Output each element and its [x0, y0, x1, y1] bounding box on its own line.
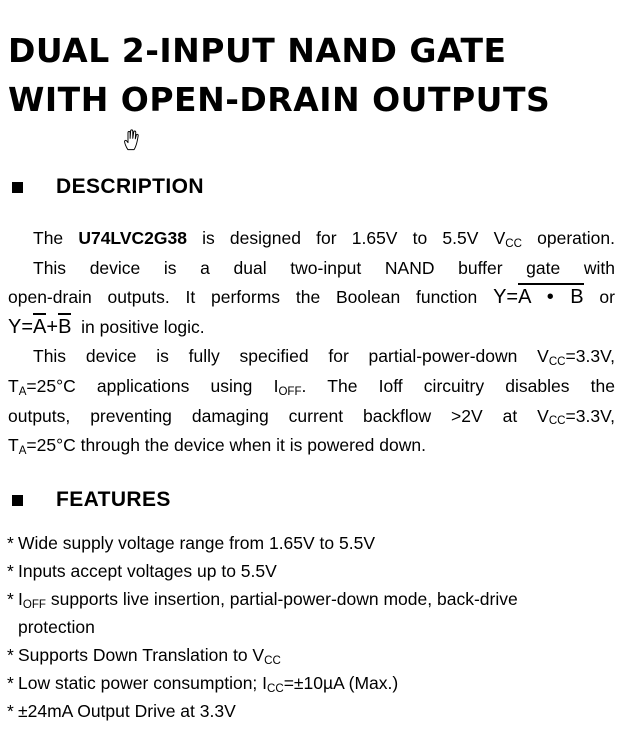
- page-title-line-2: WITH OPEN-DRAIN OUTPUTS: [8, 80, 551, 120]
- subscript: CC: [264, 654, 281, 667]
- feature-item: protection: [18, 617, 95, 637]
- asterisk-bullet: *: [7, 561, 14, 581]
- hand-grab-cursor-icon: [123, 127, 140, 151]
- text-line: TA=25°C through the device when it is powered down.: [8, 435, 426, 457]
- asterisk-bullet: *: [7, 533, 14, 553]
- feature-item: * ±24mA Output Drive at 3.3V: [7, 697, 632, 725]
- description-heading: [12, 175, 204, 199]
- features-heading: [12, 488, 171, 512]
- subscript: A: [18, 444, 27, 457]
- overline-term: A • B: [518, 283, 584, 308]
- text-line: The U74LVC2G38 is designed for 1.65V to 5.5V VCC operation.: [33, 228, 615, 250]
- text-line: Y=A+B in positive logic.: [8, 313, 615, 343]
- feature-item: * Inputs accept voltages up to 5.5V: [7, 557, 632, 585]
- subscript: CC: [267, 682, 284, 695]
- feature-item: * Wide supply voltage range from 1.65V to 5.5V: [7, 529, 632, 557]
- subscript: CC: [548, 355, 566, 368]
- overline-term: B: [58, 313, 71, 338]
- overline-term: A: [33, 313, 46, 338]
- filled-square-icon: [12, 495, 23, 506]
- asterisk-bullet: *: [7, 589, 14, 609]
- asterisk-bullet: *: [7, 645, 14, 665]
- subscript: CC: [505, 237, 522, 250]
- feature-item: * Low static power consumption; ICC=±10µA (Max.): [7, 669, 632, 697]
- asterisk-bullet: *: [7, 673, 14, 693]
- text-line: open-drain outputs. It performs the Boolean function Y=A • B or: [8, 283, 615, 313]
- text-line: outputs, preventing damaging current backflow >2V at VCC=3.3V,: [8, 405, 615, 428]
- description-heading-label: DESCRIPTION: [56, 175, 204, 198]
- subscript: OFF: [278, 385, 302, 398]
- feature-item: * IOFF supports live insertion, partial-power-down mode, back-drive: [7, 585, 632, 613]
- description-text: [8, 224, 615, 461]
- asterisk-bullet: *: [7, 701, 14, 721]
- features-heading-label: FEATURES: [56, 488, 171, 511]
- text-line: This device is fully specified for partial-power-down VCC=3.3V,: [33, 346, 615, 368]
- subscript: A: [18, 385, 27, 398]
- text-line: TA=25°C applications using IOFF. The Ioff circuitry disables the: [8, 375, 615, 398]
- subscript: OFF: [22, 598, 46, 611]
- page-title: [8, 26, 634, 124]
- page-title-line-1: DUAL 2-INPUT NAND GATE: [8, 31, 507, 71]
- features-list: [7, 529, 632, 725]
- filled-square-icon: [12, 182, 23, 193]
- feature-item: * Supports Down Translation to VCC: [7, 641, 632, 669]
- text-line: This device is a dual two-input NAND buffer gate with: [33, 257, 615, 278]
- subscript: CC: [548, 415, 566, 428]
